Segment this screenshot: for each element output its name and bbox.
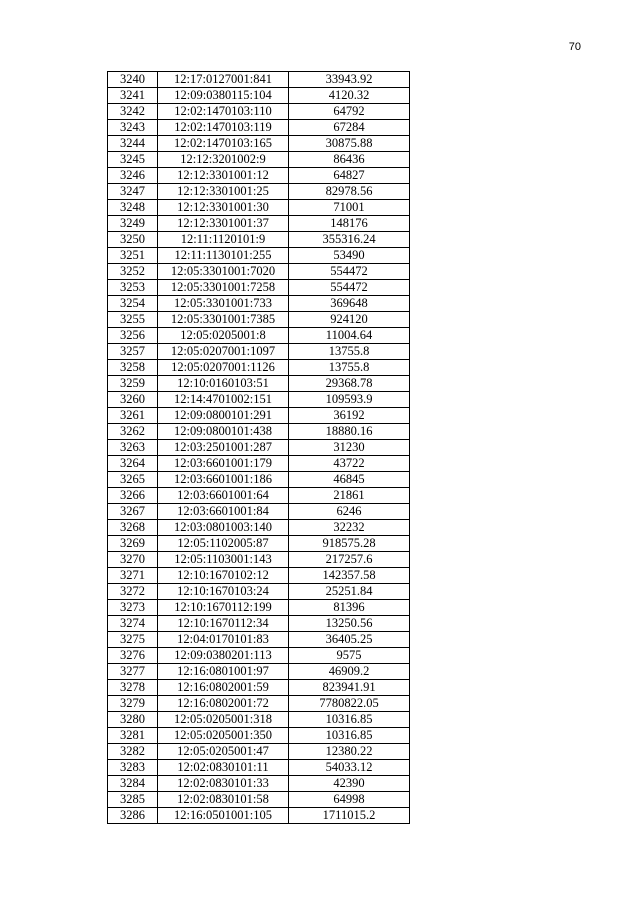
row-number-cell: 3253 [108,280,158,296]
row-number-cell: 3278 [108,680,158,696]
row-number-cell: 3248 [108,200,158,216]
row-number-cell: 3277 [108,664,158,680]
cadastral-number-cell: 12:03:6601001:179 [158,456,289,472]
value-cell: 13755.8 [289,344,410,360]
value-cell: 46845 [289,472,410,488]
cadastral-number-cell: 12:09:0800101:438 [158,424,289,440]
value-cell: 109593.9 [289,392,410,408]
table-body [108,72,410,824]
value-cell: 554472 [289,264,410,280]
row-number-cell: 3250 [108,232,158,248]
table-row [108,72,410,88]
value-cell: 32232 [289,520,410,536]
cadastral-number-cell: 12:02:0830101:33 [158,776,289,792]
value-cell: 148176 [289,216,410,232]
table-row [108,616,410,632]
cadastral-number-cell: 12:05:1103001:143 [158,552,289,568]
cadastral-number-cell: 12:04:0170101:83 [158,632,289,648]
cadastral-number-cell: 12:03:0801003:140 [158,520,289,536]
row-number-cell: 3275 [108,632,158,648]
row-number-cell: 3286 [108,808,158,824]
cadastral-number-cell: 12:05:3301001:733 [158,296,289,312]
row-number-cell: 3256 [108,328,158,344]
cadastral-number-cell: 12:12:3301001:25 [158,184,289,200]
row-number-cell: 3251 [108,248,158,264]
table-row [108,504,410,520]
value-cell: 1711015.2 [289,808,410,824]
page-number: 70 [568,41,581,53]
value-cell: 86436 [289,152,410,168]
value-cell: 13755.8 [289,360,410,376]
value-cell: 64792 [289,104,410,120]
row-number-cell: 3265 [108,472,158,488]
cadastral-number-cell: 12:02:1470103:119 [158,120,289,136]
row-number-cell: 3243 [108,120,158,136]
cadastral-number-cell: 12:11:1120101:9 [158,232,289,248]
cadastral-number-cell: 12:05:0205001:318 [158,712,289,728]
row-number-cell: 3264 [108,456,158,472]
row-number-cell: 3245 [108,152,158,168]
value-cell: 43722 [289,456,410,472]
cadastral-number-cell: 12:10:1670112:34 [158,616,289,632]
row-number-cell: 3282 [108,744,158,760]
value-cell: 10316.85 [289,728,410,744]
value-cell: 36405.25 [289,632,410,648]
row-number-cell: 3257 [108,344,158,360]
row-number-cell: 3270 [108,552,158,568]
row-number-cell: 3274 [108,616,158,632]
cadastral-number-cell: 12:02:1470103:165 [158,136,289,152]
table-row [108,440,410,456]
row-number-cell: 3240 [108,72,158,88]
row-number-cell: 3267 [108,504,158,520]
cadastral-number-cell: 12:03:2501001:287 [158,440,289,456]
cadastral-number-cell: 12:03:6601001:84 [158,504,289,520]
cadastral-number-cell: 12:05:0207001:1126 [158,360,289,376]
value-cell: 30875.88 [289,136,410,152]
table-row [108,472,410,488]
table-row [108,264,410,280]
value-cell: 21861 [289,488,410,504]
table-row [108,184,410,200]
value-cell: 67284 [289,120,410,136]
table-row [108,776,410,792]
row-number-cell: 3241 [108,88,158,104]
table-row [108,584,410,600]
table-row [108,568,410,584]
cadastral-number-cell: 12:02:0830101:11 [158,760,289,776]
value-cell: 71001 [289,200,410,216]
cadastral-number-cell: 12:05:0205001:350 [158,728,289,744]
cadastral-number-cell: 12:05:0205001:8 [158,328,289,344]
value-cell: 918575.28 [289,536,410,552]
table-row [108,88,410,104]
row-number-cell: 3272 [108,584,158,600]
value-cell: 81396 [289,600,410,616]
row-number-cell: 3259 [108,376,158,392]
row-number-cell: 3244 [108,136,158,152]
value-cell: 217257.6 [289,552,410,568]
table-row [108,168,410,184]
cadastral-number-cell: 12:05:0207001:1097 [158,344,289,360]
row-number-cell: 3242 [108,104,158,120]
value-cell: 355316.24 [289,232,410,248]
row-number-cell: 3249 [108,216,158,232]
table-row [108,216,410,232]
table-row [108,552,410,568]
table-row [108,536,410,552]
table-row [108,328,410,344]
table-row [108,200,410,216]
value-cell: 25251.84 [289,584,410,600]
value-cell: 9575 [289,648,410,664]
value-cell: 64998 [289,792,410,808]
value-cell: 823941.91 [289,680,410,696]
cadastral-number-cell: 12:03:6601001:186 [158,472,289,488]
cadastral-number-cell: 12:03:6601001:64 [158,488,289,504]
value-cell: 18880.16 [289,424,410,440]
cadastral-number-cell: 12:17:0127001:841 [158,72,289,88]
row-number-cell: 3279 [108,696,158,712]
value-cell: 7780822.05 [289,696,410,712]
data-table [107,71,410,824]
table-row [108,648,410,664]
value-cell: 31230 [289,440,410,456]
table-row [108,232,410,248]
value-cell: 369648 [289,296,410,312]
cadastral-number-cell: 12:05:0205001:47 [158,744,289,760]
cadastral-number-cell: 12:10:0160103:51 [158,376,289,392]
table-row [108,664,410,680]
table-row [108,680,410,696]
table-row [108,296,410,312]
table-row [108,360,410,376]
row-number-cell: 3247 [108,184,158,200]
cadastral-number-cell: 12:10:1670102:12 [158,568,289,584]
table-row [108,152,410,168]
table-row [108,120,410,136]
row-number-cell: 3260 [108,392,158,408]
row-number-cell: 3284 [108,776,158,792]
row-number-cell: 3255 [108,312,158,328]
table-row [108,696,410,712]
row-number-cell: 3254 [108,296,158,312]
cadastral-number-cell: 12:16:0802001:72 [158,696,289,712]
cadastral-number-cell: 12:09:0800101:291 [158,408,289,424]
table-row [108,248,410,264]
table-row [108,392,410,408]
cadastral-number-cell: 12:16:0802001:59 [158,680,289,696]
table-row [108,136,410,152]
row-number-cell: 3280 [108,712,158,728]
row-number-cell: 3273 [108,600,158,616]
table-row [108,424,410,440]
value-cell: 554472 [289,280,410,296]
table-row [108,488,410,504]
table-row [108,808,410,824]
value-cell: 10316.85 [289,712,410,728]
value-cell: 12380.22 [289,744,410,760]
row-number-cell: 3266 [108,488,158,504]
table-row [108,520,410,536]
value-cell: 33943.92 [289,72,410,88]
cadastral-number-cell: 12:05:3301001:7020 [158,264,289,280]
value-cell: 42390 [289,776,410,792]
table-row [108,792,410,808]
table-row [108,344,410,360]
value-cell: 4120.32 [289,88,410,104]
value-cell: 924120 [289,312,410,328]
cadastral-number-cell: 12:09:0380201:113 [158,648,289,664]
cadastral-number-cell: 12:10:1670103:24 [158,584,289,600]
row-number-cell: 3268 [108,520,158,536]
table-row [108,104,410,120]
row-number-cell: 3269 [108,536,158,552]
table-row [108,280,410,296]
table-row [108,456,410,472]
row-number-cell: 3271 [108,568,158,584]
value-cell: 46909.2 [289,664,410,680]
cadastral-number-cell: 12:05:3301001:7258 [158,280,289,296]
cadastral-number-cell: 12:12:3301001:37 [158,216,289,232]
value-cell: 36192 [289,408,410,424]
cadastral-number-cell: 12:12:3301001:30 [158,200,289,216]
row-number-cell: 3276 [108,648,158,664]
value-cell: 29368.78 [289,376,410,392]
value-cell: 54033.12 [289,760,410,776]
row-number-cell: 3252 [108,264,158,280]
value-cell: 6246 [289,504,410,520]
value-cell: 82978.56 [289,184,410,200]
table-row [108,376,410,392]
row-number-cell: 3281 [108,728,158,744]
value-cell: 53490 [289,248,410,264]
table-row [108,760,410,776]
table-row [108,744,410,760]
row-number-cell: 3258 [108,360,158,376]
row-number-cell: 3285 [108,792,158,808]
table-row [108,600,410,616]
table-row [108,712,410,728]
value-cell: 142357.58 [289,568,410,584]
cadastral-number-cell: 12:05:3301001:7385 [158,312,289,328]
cadastral-number-cell: 12:02:1470103:110 [158,104,289,120]
cadastral-number-cell: 12:09:0380115:104 [158,88,289,104]
value-cell: 64827 [289,168,410,184]
cadastral-number-cell: 12:14:4701002:151 [158,392,289,408]
row-number-cell: 3261 [108,408,158,424]
cadastral-number-cell: 12:10:1670112:199 [158,600,289,616]
cadastral-number-cell: 12:05:1102005:87 [158,536,289,552]
cadastral-number-cell: 12:16:0801001:97 [158,664,289,680]
row-number-cell: 3263 [108,440,158,456]
table-row [108,408,410,424]
cadastral-number-cell: 12:16:0501001:105 [158,808,289,824]
cadastral-number-cell: 12:12:3201002:9 [158,152,289,168]
cadastral-number-cell: 12:11:1130101:255 [158,248,289,264]
cadastral-number-cell: 12:02:0830101:58 [158,792,289,808]
row-number-cell: 3246 [108,168,158,184]
value-cell: 13250.56 [289,616,410,632]
row-number-cell: 3283 [108,760,158,776]
table-row [108,632,410,648]
cadastral-number-cell: 12:12:3301001:12 [158,168,289,184]
table-row [108,312,410,328]
value-cell: 11004.64 [289,328,410,344]
table-row [108,728,410,744]
row-number-cell: 3262 [108,424,158,440]
